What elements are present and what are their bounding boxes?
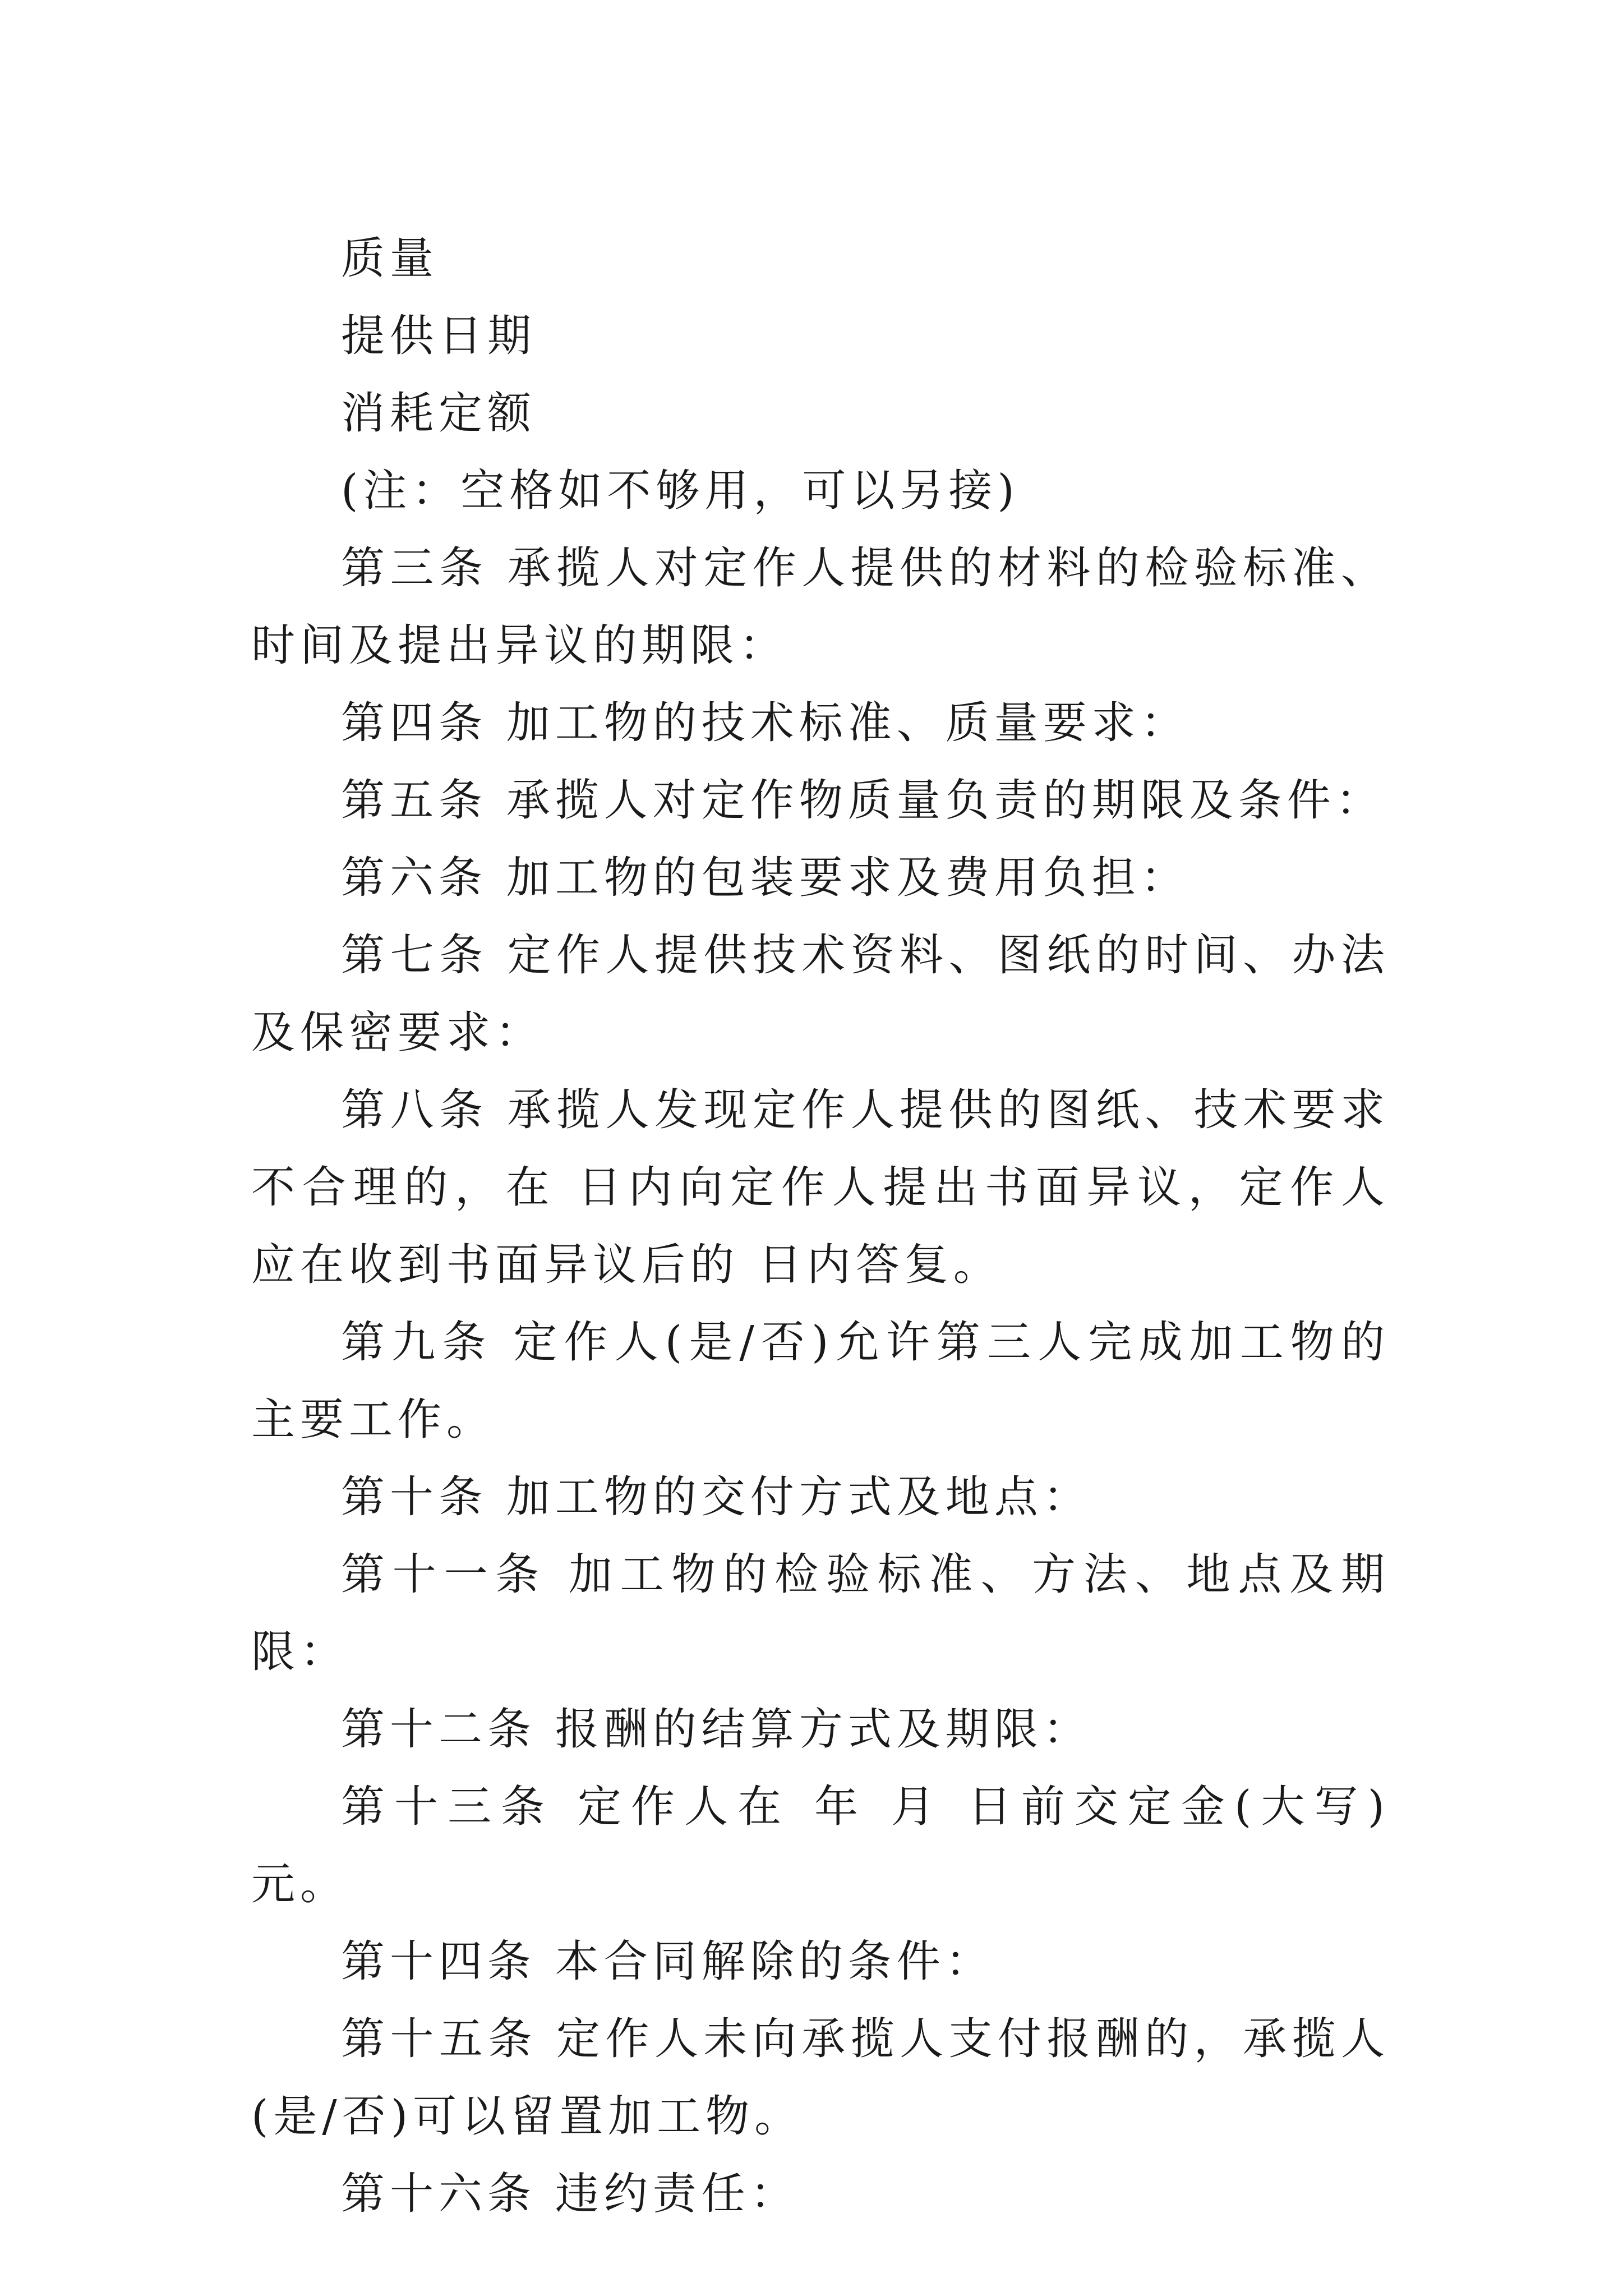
article-12: 第十二条 报酬的结算方式及期限： (341, 1704, 1092, 1755)
article-14: 第十四条 本合同解除的条件： (341, 1936, 994, 1987)
article-3: 第三条 承揽人对定作人提供的材料的检验标准、时间及提出异议的期限： (251, 543, 1390, 671)
line-consumption-quota: 消耗定额 (341, 388, 537, 439)
note-extra-space: (注：空格如不够用，可以另接) (341, 466, 1020, 516)
document-body (251, 220, 1390, 2233)
article-15: 第十五条 定作人未向承揽人支付报酬的，承揽人(是/否)可以留置加工物。 (251, 2014, 1390, 2142)
article-7: 第七条 定作人提供技术资料、图纸的时间、办法及保密要求： (251, 930, 1390, 1058)
article-16: 第十六条 违约责任： (341, 2169, 799, 2219)
article-13: 第十三条 定作人在 年 月 日前交定金(大写) 元。 (251, 1782, 1390, 1910)
line-quality: 质量 (341, 233, 439, 284)
article-9: 第九条 定作人(是/否)允许第三人完成加工物的主要工作。 (251, 1317, 1390, 1445)
article-5: 第五条 承揽人对定作物质量负责的期限及条件： (341, 775, 1385, 826)
article-8: 第八条 承揽人发现定作人提供的图纸、技术要求不合理的，在 日内向定作人提出书面异议，定作人应在收到书面异议后的 日内答复。 (251, 1085, 1390, 1290)
article-4: 第四条 加工物的技术标准、质量要求： (341, 698, 1189, 748)
line-supply-date: 提供日期 (341, 311, 537, 361)
article-10: 第十条 加工物的交付方式及地点： (341, 1472, 1092, 1522)
article-11: 第十一条 加工物的检验标准、方法、地点及期限： (251, 1549, 1390, 1677)
article-6: 第六条 加工物的包装要求及费用负担： (341, 853, 1189, 903)
